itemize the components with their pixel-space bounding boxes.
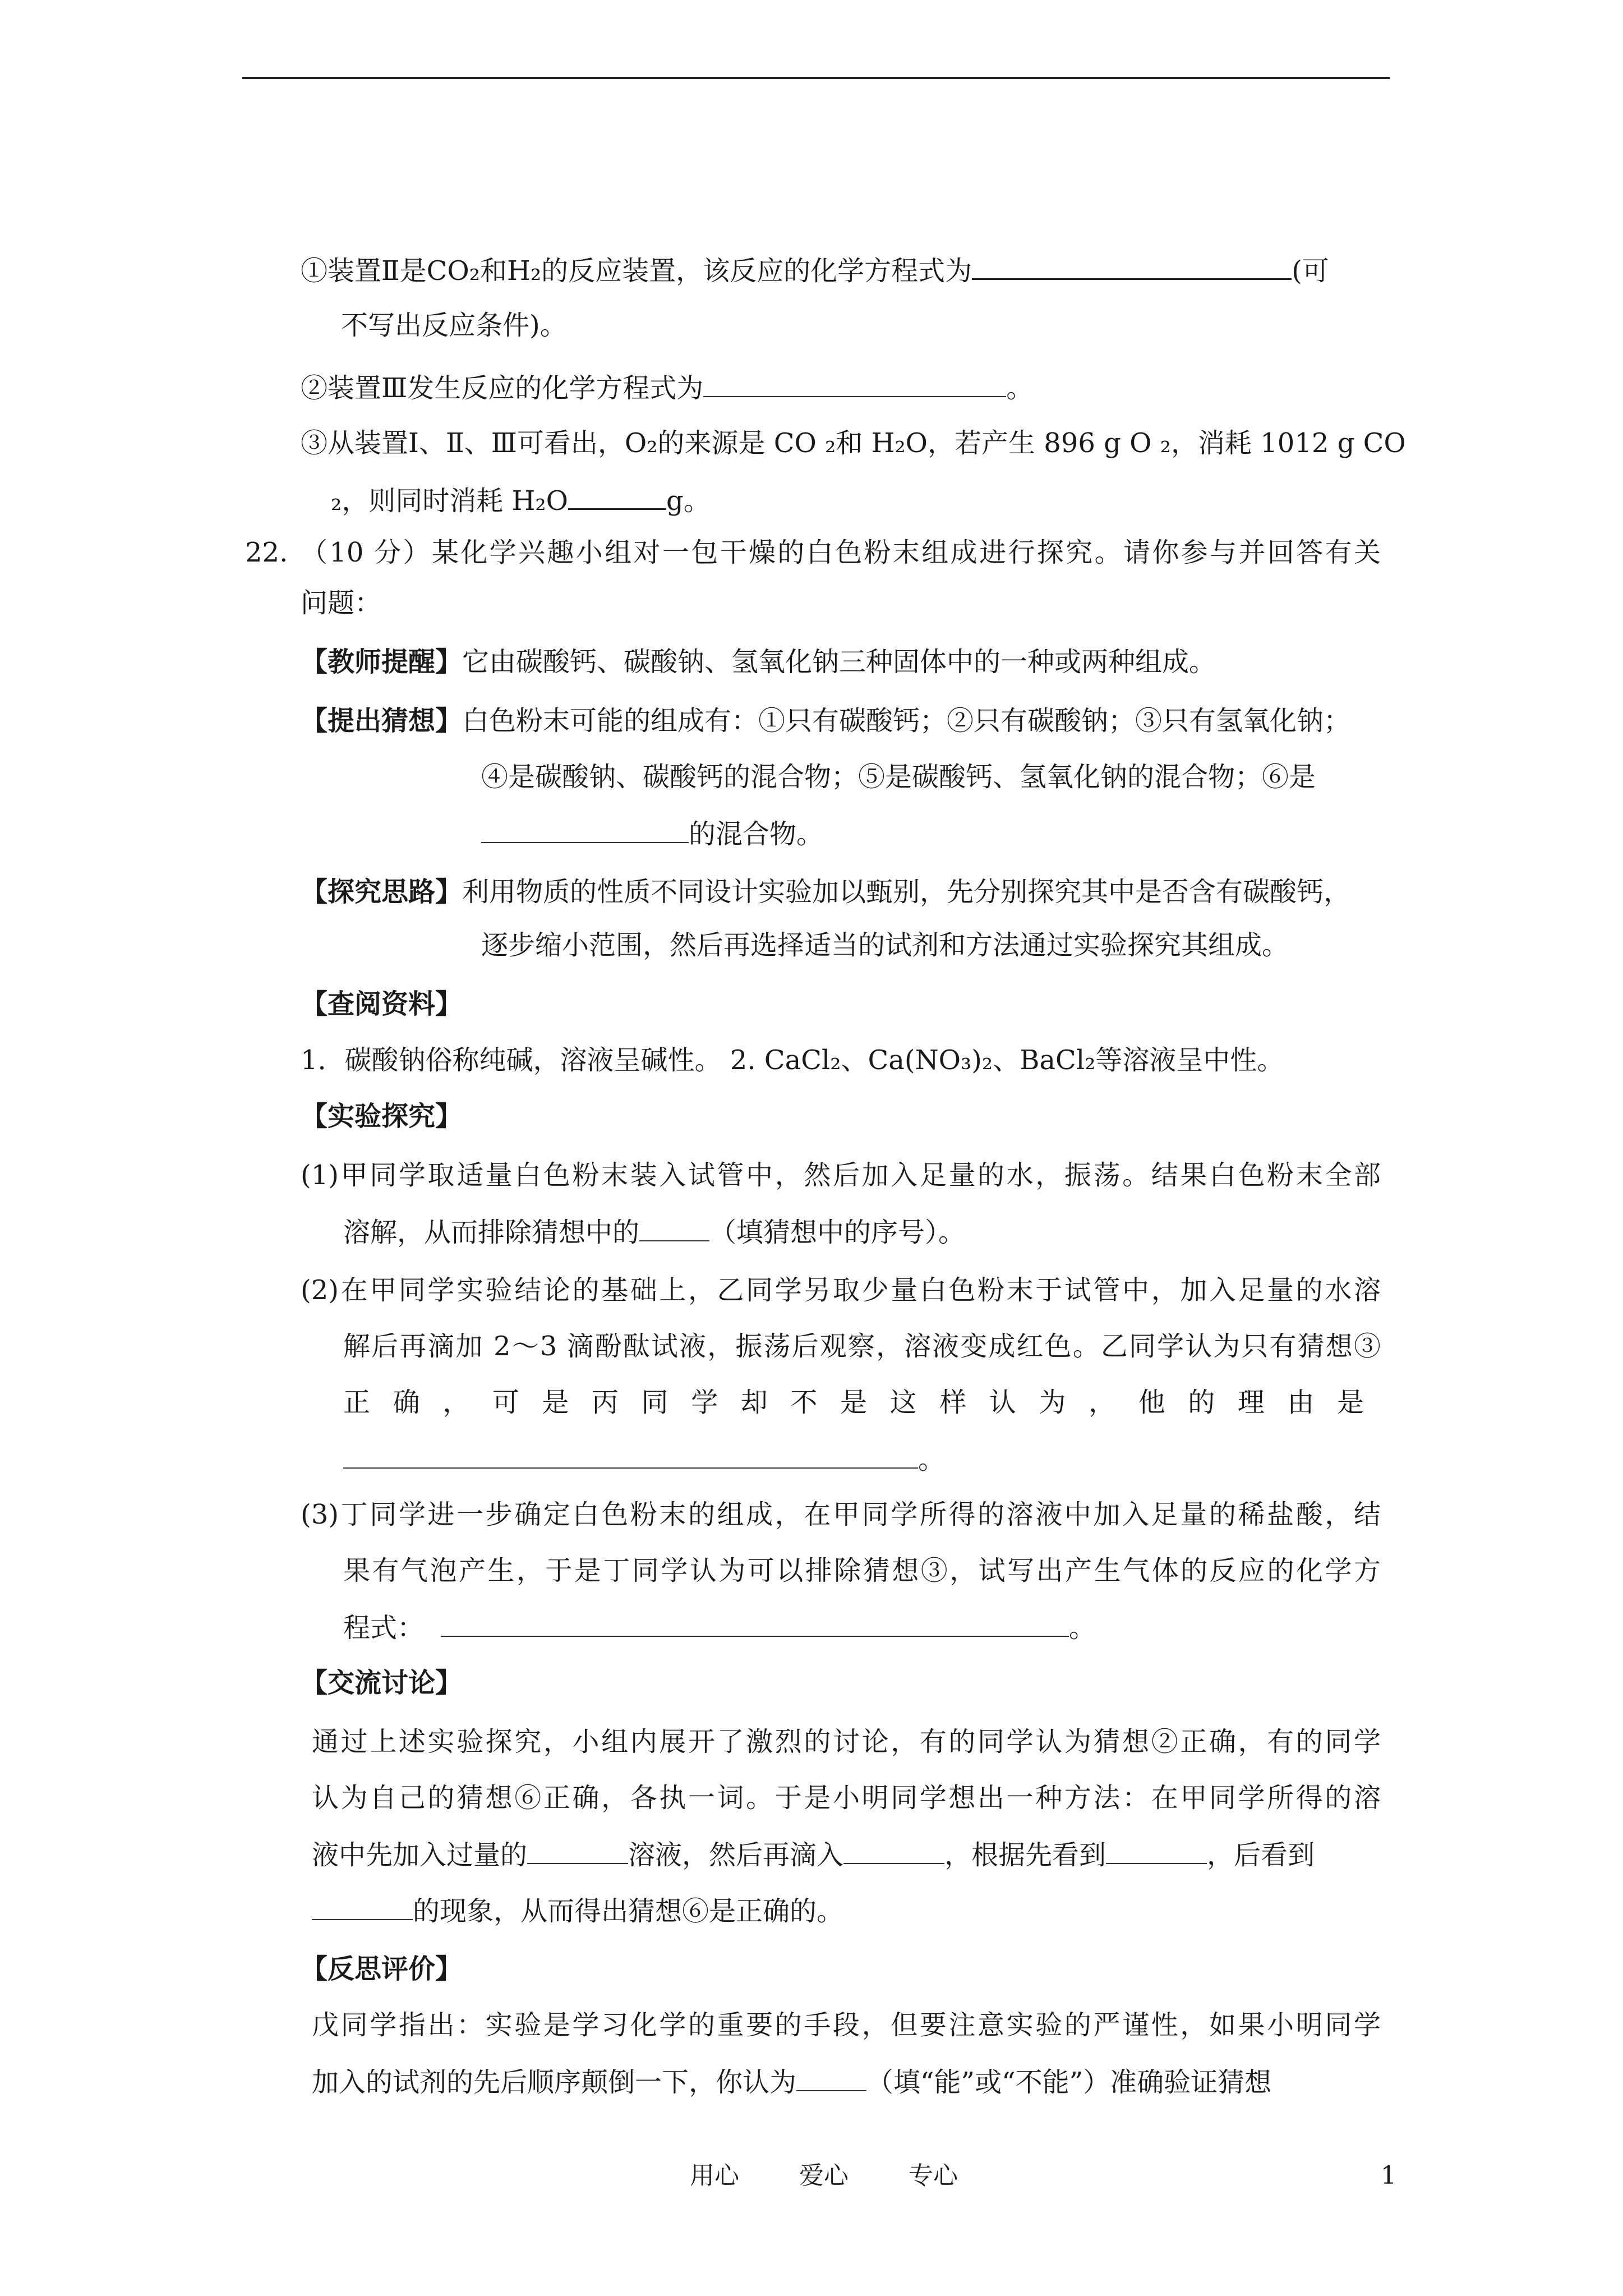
reference-label: 【查阅资料】: [301, 988, 463, 1020]
q21-item-1: ①装置Ⅱ是CO₂和H₂的反应装置，该反应的化学方程式为 (可: [301, 252, 1329, 288]
hypothesis-cont: ④是碳酸钠、碳酸钙的混合物；⑤是碳酸钙、氢氧化钠的混合物；⑥是: [481, 761, 1316, 793]
exp-2: (2)在甲同学实验结论的基础上，乙同学另取少量白色粉末于试管中，加入足量的水溶: [301, 1274, 1381, 1306]
footer-motto-2: 爱心: [799, 2161, 849, 2190]
section-label: 【探究思路】: [301, 876, 463, 908]
answer-blank[interactable]: [1106, 1837, 1207, 1864]
exp-3: (3)丁同学进一步确定白色粉末的组成，在甲同学所得的溶液中加入足量的稀盐酸，结: [301, 1499, 1381, 1530]
answer-blank[interactable]: [639, 1214, 709, 1241]
reference-text: 1．碳酸钠俗称纯碱，溶液呈碱性。 2. CaCl₂、Ca(NO₃)₂、BaCl₂等溶液呈中性。: [301, 1045, 1284, 1076]
section-label: 【教师提醒】: [301, 646, 463, 678]
experiment-label: 【实验探究】: [301, 1101, 463, 1132]
answer-blank[interactable]: [568, 482, 666, 510]
answer-blank[interactable]: [972, 252, 1292, 280]
q21-item-3-cont: ₂，则同时消耗 H₂O g。: [331, 482, 711, 518]
q22-number: 22.: [245, 537, 288, 568]
q21-item-2: ②装置Ⅲ发生反应的化学方程式为 。: [301, 370, 1033, 405]
teacher-tip: 【教师提醒】它由碳酸钙、碳酸钠、氢氧化钠三种固体中的一种或两种组成。: [301, 646, 1216, 678]
discussion-label: 【交流讨论】: [301, 1667, 463, 1699]
approach-cont: 逐步缩小范围，然后再选择适当的试剂和方法通过实验探究其组成。: [481, 930, 1289, 961]
q22-intro: （10 分）某化学兴趣小组对一包干燥的白色粉末组成进行探究。请你参与并回答有关: [301, 537, 1381, 568]
page-number: 1: [1381, 2161, 1396, 2190]
answer-blank[interactable]: [796, 2064, 866, 2091]
answer-blank[interactable]: [843, 1837, 944, 1864]
reflection-text: 戊同学指出：实验是学习化学的重要的手段，但要注意实验的严谨性，如果小明同学: [312, 2009, 1381, 2041]
footer-motto-3: 专心: [909, 2161, 958, 2190]
header-rule: [242, 77, 1390, 79]
discussion-text: 通过上述实验探究，小组内展开了激烈的讨论，有的同学认为猜想②正确，有的同学: [312, 1726, 1381, 1757]
hypothesis-cont-2: 的混合物。: [481, 816, 823, 851]
exp-2-cont-3: 。: [343, 1442, 945, 1476]
exp-2-cont-2: 正确，可是丙同学却不是这样认为，他的理由是: [343, 1387, 1381, 1418]
answer-blank[interactable]: [312, 1893, 413, 1920]
reflection-text: 加入的试剂的先后顺序颠倒一下，你认为 （填“能”或“不能”）准确验证猜想: [312, 2064, 1271, 2099]
q21-item-3: ③从装置Ⅰ、Ⅱ、Ⅲ可看出，O₂的来源是 CO ₂和 H₂O，若产生 896 g O ₂，消耗 1012 g CO: [301, 427, 1406, 459]
answer-blank[interactable]: [703, 370, 1006, 397]
exp-3-cont-2: 程式： 。: [343, 1610, 1096, 1645]
approach: 【探究思路】利用物质的性质不同设计实验加以甄别，先分别探究其中是否含有碳酸钙，: [301, 876, 1351, 908]
exp-3-cont: 果有气泡产生，于是丁同学认为可以排除猜想③，试写出产生气体的反应的化学方: [343, 1555, 1381, 1586]
reflection-label: 【反思评价】: [301, 1953, 463, 1985]
discussion-text: 认为自己的猜想⑥正确，各执一词。于是小明同学想出一种方法：在甲同学所得的溶: [312, 1782, 1381, 1814]
exp-2-cont: 解后再滴加 2～3 滴酚酞试液，振荡后观察，溶液变成红色。乙同学认为只有猜想③: [343, 1331, 1381, 1362]
answer-blank[interactable]: [527, 1837, 628, 1864]
exp-1: (1)甲同学取适量白色粉末装入试管中，然后加入足量的水，振荡。结果白色粉末全部: [301, 1159, 1381, 1191]
section-label: 【提出猜想】: [301, 705, 463, 737]
q22-intro-cont: 问题：: [301, 587, 382, 619]
answer-blank[interactable]: [481, 816, 689, 843]
discussion-text: 液中先加入过量的 溶液，然后再滴入 ，根据先看到 ，后看到: [312, 1837, 1315, 1872]
exp-1-cont: 溶解，从而排除猜想中的 （填猜想中的序号）。: [343, 1214, 965, 1249]
discussion-text: 的现象，从而得出猜想⑥是正确的。: [312, 1893, 843, 1928]
hypothesis: 【提出猜想】白色粉末可能的组成有：①只有碳酸钙；②只有碳酸钠；③只有氢氧化钠；: [301, 705, 1351, 737]
footer-motto-1: 用心: [690, 2161, 739, 2190]
answer-blank[interactable]: [343, 1442, 918, 1469]
q21-item-1-cont: 不写出反应条件)。: [341, 310, 567, 341]
answer-blank[interactable]: [441, 1610, 1069, 1637]
